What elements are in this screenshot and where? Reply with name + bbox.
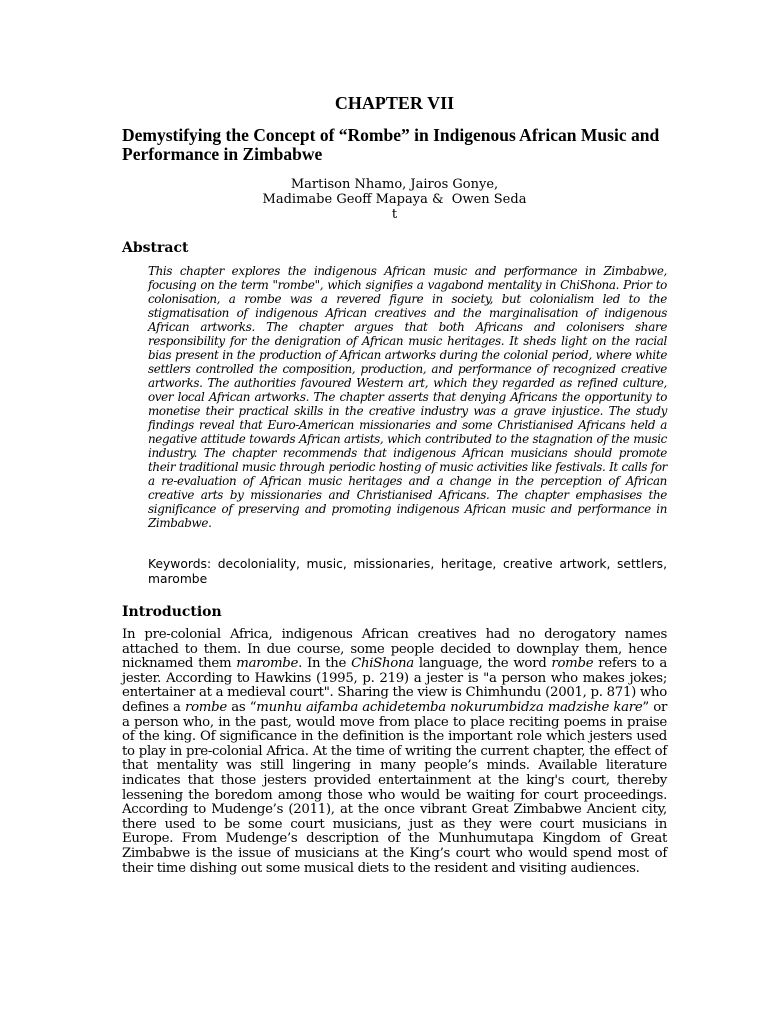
intro-text-4: refers to a jester. According to Hawkins (1995, p. 219) a jester is "a person who makes jokes; entertainer at a medieval court". Sharing the view is Chimhundu (2001, p. 871) who defines a <box>122 656 668 715</box>
intro-term-chishona: ChiShona <box>351 656 414 672</box>
introduction-heading: Introduction <box>122 604 222 620</box>
intro-text-3: language, the word <box>413 656 552 672</box>
keywords-label: Keywords <box>148 557 207 571</box>
intro-term-rombe-2: rombe <box>185 699 227 715</box>
intro-text-5: as “ <box>226 699 257 715</box>
chapter-title: Demystifying the Concept of “Rombe” in Indigenous African Music and Performance in Zimbabwe <box>122 125 660 164</box>
intro-text-1: In pre-colonial Africa, indigenous African creatives had no derogatory names attached to them. In due course, some people decided to downplay them, hence nicknamed them <box>122 627 667 672</box>
abstract-text: This chapter explores the indigenous African music and performance in Zimbabwe, focusing on the term "rombe", which signifies a vagabond mentality in ChiShona. Prior to colonisation, a rombe was a revered figure in society, but colonialism led to the stigmatisation of indigenous African creatives and the marginalisation of indigenous African artworks. The chapter argues that both Africans and colonisers share responsibility for the denigration of African music heritages. It sheds light on the racial bias present in the production of African artworks during the colonial period, where white settlers controlled the composition, production, and performance of recognized creative artworks. The authorities favoured Western art, which they regarded as refined culture, over local African artworks. The chapter asserts that denying Africans the opportunity to monetise their practical skills in the creative industry was a grave injustice. The study findings reveal that Euro-American missionaries and some Christianised Africans held a negative attitude towards African artists, which contributed to the stagnation of the music industry. The chapter recommends that indigenous African musicians should promote their traditional music through periodic hosting of music activities like festivals. It calls for a re-evaluation of African music heritages and a change in the perception of African creative arts by missionaries and Christianised Africans. The chapter emphasises the significance of preserving and promoting indigenous African music and performance in Zimbabwe. <box>148 264 667 530</box>
introduction-paragraph <box>122 628 667 876</box>
chapter-number-heading: CHAPTER VII <box>334 93 455 113</box>
authors-line-3: t <box>391 207 398 222</box>
intro-shona-quote: munhu aifamba achidetemba nokurumbidza madzishe kare <box>256 699 643 715</box>
abstract-heading: Abstract <box>122 240 189 256</box>
keywords-list: : decoloniality, music, missionaries, heritage, creative artwork, settlers, marombe <box>148 557 667 586</box>
intro-text-6: ” or a person who, in the past, would move from place to place reciting poems in praise of the king. Of significance in the definition is the important role which jesters used to play in pre-colonial Africa. At the time of writing the current chapter, the effect of that mentality was still lingering in many people’s minds. Available literature indicates that those jesters provided entertainment at the king's court, thereby lessening the boredom among those who would be waiting for court proceedings. According to Mudenge’s (2011), at the once vibrant Great Zimbabwe Ancient city, there used to be some court musicians, just as they were court musicians in Europe. From Mudenge’s description of the Munhumutapa Kingdom of Great Zimbabwe is the issue of musicians at the King’s court who would spend most of their time dishing out some musical diets to the resident and visiting audiences. <box>122 699 667 876</box>
intro-text-2: . In the <box>298 656 352 672</box>
keywords-paragraph <box>148 557 667 587</box>
intro-term-rombe: rombe <box>551 656 594 672</box>
author-list <box>122 177 667 222</box>
intro-term-marombe: marombe <box>236 656 299 672</box>
authors-line-2: Madimabe Geoff Mapaya & Owen Seda <box>262 192 527 207</box>
authors-line-1: Martison Nhamo, Jairos Gonye, <box>290 177 499 192</box>
